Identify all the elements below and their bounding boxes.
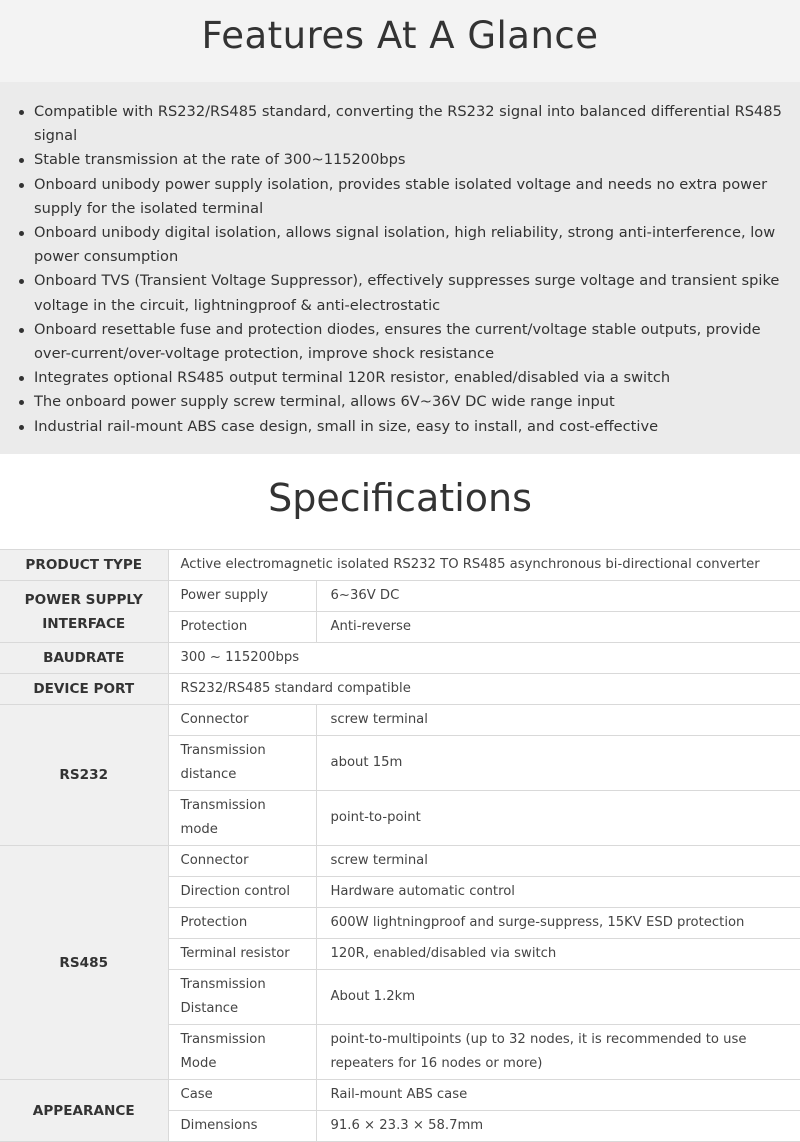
spec-value: Anti-reverse: [316, 612, 800, 643]
spec-label: RS485: [0, 846, 168, 1080]
spec-value: 120R, enabled/disabled via switch: [316, 939, 800, 970]
feature-item: Onboard unibody power supply isolation, provides stable isolated voltage and needs no extra power supply for the isolated terminal: [34, 173, 782, 221]
spec-value: screw terminal: [316, 705, 800, 736]
spec-label: DEVICE PORT: [0, 674, 168, 705]
table-row: [0, 705, 800, 736]
spec-subname: Direction control: [168, 877, 316, 908]
features-list: [34, 100, 782, 439]
specifications-title: Specifications: [268, 476, 532, 520]
spec-label: BAUDRATE: [0, 643, 168, 674]
spec-value: Rail-mount ABS case: [316, 1080, 800, 1111]
spec-label: RS232: [0, 705, 168, 846]
table-row: [0, 643, 800, 674]
spec-subname: Connector: [168, 846, 316, 877]
spec-value: Hardware automatic control: [316, 877, 800, 908]
spec-value: About 1.2km: [316, 970, 800, 1025]
table-row: [0, 581, 800, 612]
specifications-table: [0, 549, 800, 1142]
spec-subname: Connector: [168, 705, 316, 736]
spec-label: PRODUCT TYPE: [0, 550, 168, 581]
spec-value: point-to-point: [316, 791, 800, 846]
spec-subname: Terminal resistor: [168, 939, 316, 970]
table-row: [0, 1080, 800, 1111]
table-row: [0, 846, 800, 877]
feature-item: The onboard power supply screw terminal, allows 6V~36V DC wide range input: [34, 390, 782, 414]
spec-subname: Case: [168, 1080, 316, 1111]
spec-value: 91.6 × 23.3 × 58.7mm: [316, 1111, 800, 1142]
spec-value: 6~36V DC: [316, 581, 800, 612]
specifications-header: [0, 454, 800, 549]
spec-subname: Transmission Distance: [168, 970, 316, 1025]
spec-value: screw terminal: [316, 846, 800, 877]
spec-label: APPEARANCE: [0, 1080, 168, 1142]
features-title: Features At A Glance: [201, 14, 599, 57]
features-header: [0, 0, 800, 82]
spec-subname: Transmission Mode: [168, 1025, 316, 1080]
feature-item: Onboard resettable fuse and protection diodes, ensures the current/voltage stable outputs, provide over-current/over-voltage protection, improve shock resistance: [34, 318, 782, 366]
spec-subname: Protection: [168, 908, 316, 939]
spec-value: Active electromagnetic isolated RS232 TO RS485 asynchronous bi-directional converter: [168, 550, 800, 581]
feature-item: Integrates optional RS485 output terminal 120R resistor, enabled/disabled via a switch: [34, 366, 782, 390]
spec-label: POWER SUPPLY INTERFACE: [0, 581, 168, 643]
table-row: [0, 674, 800, 705]
features-list-section: [0, 82, 800, 454]
feature-item: Compatible with RS232/RS485 standard, converting the RS232 signal into balanced differential RS485 signal: [34, 100, 782, 148]
spec-value: RS232/RS485 standard compatible: [168, 674, 800, 705]
feature-item: Onboard TVS (Transient Voltage Suppressor), effectively suppresses surge voltage and transient spike voltage in the circuit, lightningproof & anti-electrostatic: [34, 269, 782, 317]
table-row: [0, 550, 800, 581]
spec-value: 600W lightningproof and surge-suppress, 15KV ESD protection: [316, 908, 800, 939]
spec-value: point-to-multipoints (up to 32 nodes, it is recommended to use repeaters for 16 nodes or more): [316, 1025, 800, 1080]
spec-subname: Power supply: [168, 581, 316, 612]
feature-item: Stable transmission at the rate of 300~115200bps: [34, 148, 782, 172]
spec-subname: Transmission distance: [168, 736, 316, 791]
feature-item: Onboard unibody digital isolation, allows signal isolation, high reliability, strong anti-interference, low power consumption: [34, 221, 782, 269]
spec-subname: Transmission mode: [168, 791, 316, 846]
feature-item: Industrial rail-mount ABS case design, small in size, easy to install, and cost-effective: [34, 415, 782, 439]
spec-subname: Dimensions: [168, 1111, 316, 1142]
spec-subname: Protection: [168, 612, 316, 643]
spec-value: 300 ~ 115200bps: [168, 643, 800, 674]
spec-value: about 15m: [316, 736, 800, 791]
